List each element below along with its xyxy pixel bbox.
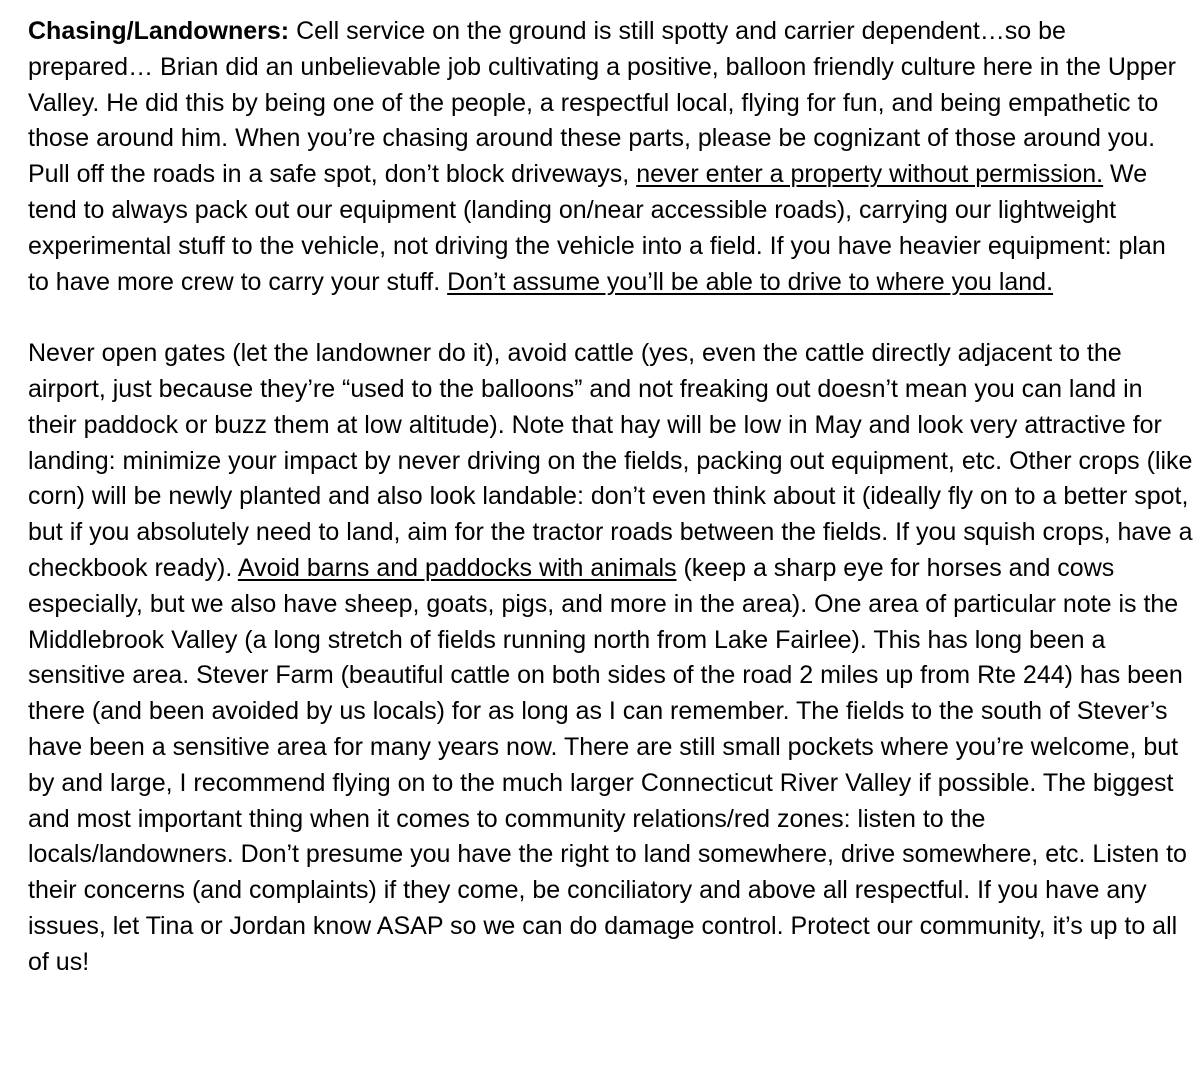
underlined-text: never enter a property without permission. xyxy=(636,160,1104,189)
paragraph-text: Never open gates (let the landowner do it), avoid cattle (yes, even the cattle directly adjacent to the airport, just because they’re “used to the balloons” and not freaking out doesn’t mean you can land in their paddock or buzz them at low altitude). Note that hay will be low in May and look very attractive for landing: minimize your impact by never driving on the fields, packing out equipment, etc. Other crops (like corn) will be newly planted and also look landable: don’t even think about it (ideally fly on to a better spot, but if you absolutely need to land, aim for the tractor roads between the fields. If you squish crops, have a checkbook ready). xyxy=(28,339,1193,582)
paragraph-gates-and-crops xyxy=(28,336,1193,980)
section-heading: Chasing/Landowners: xyxy=(28,17,290,45)
paragraph-chasing-landowners xyxy=(28,14,1193,300)
paragraph-text: We tend to always pack out our equipment (landing on/near accessible roads), carrying our lightweight experimental stuff to the vehicle, not driving the vehicle into a field. If you have heavier equipment: plan to have more crew to carry your stuff. xyxy=(28,160,1166,296)
underlined-text: Don’t assume you’ll be able to drive to where you land. xyxy=(447,267,1054,296)
document-body xyxy=(28,14,1193,981)
paragraph-text: Cell service on the ground is still spotty and carrier dependent…so be prepared… Brian did an unbelievable job cultivating a positive, balloon friendly culture here in the Upper Valley. He did this by being one of the people, a respectful local, flying for fun, and being empathetic to those around him. When you’re chasing around these parts, please be cognizant of those around you. Pull off the roads in a safe spot, don’t block driveways, xyxy=(28,17,1176,189)
paragraph-text: (keep a sharp eye for horses and cows especially, but we also have sheep, goats, pigs, and more in the area). One area of particular note is the Middlebrook Valley (a long stretch of fields running north from Lake Fairlee). This has long been a sensitive area. Stever Farm (beautiful cattle on both sides of the road 2 miles up from Rte 244) has been there (and been avoided by us locals) for as long as I can remember. The fields to the south of Stever’s have been a sensitive area for many years now. There are still small pockets where you’re welcome, but by and large, I recommend flying on to the much larger Connecticut River Valley if possible. The biggest and most important thing when it comes to community relations/red zones: listen to the locals/landowners. Don’t presume you have the right to land somewhere, drive somewhere, etc. Listen to their concerns (and complaints) if they come, be conciliatory and above all respectful. If you have any issues, let Tina or Jordan know ASAP so we can do damage control. Protect our community, it’s up to all of us! xyxy=(28,553,1187,976)
underlined-text: Avoid barns and paddocks with animals xyxy=(237,553,677,582)
